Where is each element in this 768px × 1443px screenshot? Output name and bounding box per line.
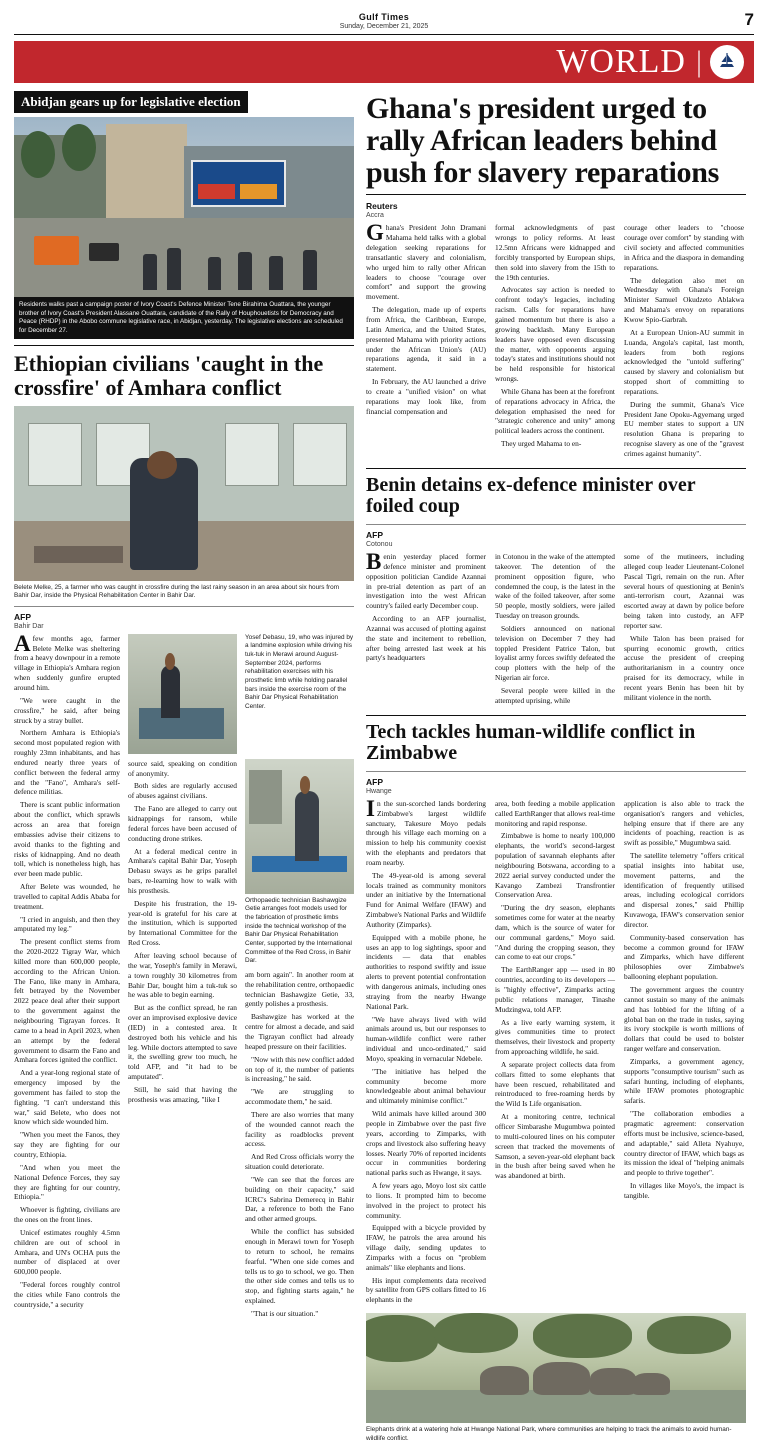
divider	[14, 345, 354, 346]
article-abidjan	[14, 91, 354, 339]
zimbabwe-headline: Tech tackles human-wildlife conflict in Zimbabwe	[366, 720, 696, 765]
divider	[14, 606, 354, 607]
ghana-byline: Reuters	[366, 201, 398, 212]
ethiopia-photo-b	[245, 759, 354, 894]
abidjan-kicker: Abidjan gears up for legislative election	[14, 91, 248, 113]
ethiopia-text-row	[128, 759, 354, 1322]
masthead	[14, 0, 754, 30]
zimbabwe-photo	[366, 1313, 746, 1423]
ghana-location: Accra	[366, 212, 384, 220]
ethiopia-photo-main	[14, 406, 354, 581]
ethiopia-body-wrap	[14, 630, 354, 1322]
benin-byline: AFP	[366, 529, 383, 540]
ethiopia-caption-a: Yosef Debasu, 19, who was injured by a landmine explosion while driving his tuk-tuk in Merawi around August-September 2024, performs rehabilitation exercises with his prosthetic limb while holding parallel bars inside the exercise room of the Bahir Dar Physical Rehabilitation Center.	[245, 633, 354, 710]
ethiopia-photo-a-wrap	[128, 634, 237, 754]
article-zimbabwe	[366, 722, 746, 1443]
ethiopia-photo-a	[128, 634, 237, 754]
ghana-col-2: formal acknowledgments of past wrongs to policy reforms. At least 12.5mn Africans were kidnapped and forcibly transported by European ships, then sold into slavery from the 15th to the 19th centuries. Advocates say action is needed to confront today's legacies, including racism. Calls for reparations have gained momentum but there is also a growing backlash. Many European leaders have opposed even discussing the matter, with opponents arguing today's states and institutions should not be held responsible for historical wrongs. While Ghana has been at the forefront of reparations advocacy in Africa, the delegation emphasised the need for "strategic coherence and unity" among political leaders across the continent. They urged Mahama to en-	[495, 223, 615, 449]
article-ethiopia	[14, 352, 354, 1322]
zimbabwe-body	[366, 795, 746, 1308]
abidjan-caption: Residents walks past a campaign poster of Ivory Coast's Defence Minister Tene Birahima Ouattara, the younger brother of Ivory Coast's President Alassane Ouattara, candidate of the Rally of Houphouetists for Democracy and Peace (RHDP) in the Abobo commune legislative race, in Abidjan, yesterday. The legislative elections are scheduled for December 27.	[14, 297, 354, 339]
section-banner	[14, 41, 754, 83]
ethiopia-col-3-wrap	[245, 759, 354, 1322]
ethiopia-photo-row	[128, 634, 354, 754]
divider	[366, 771, 746, 772]
ethiopia-byline: AFP	[14, 611, 31, 622]
page-grid	[14, 91, 754, 1443]
masthead-center	[54, 12, 714, 30]
section-title: WORLD	[556, 43, 686, 80]
benin-location: Cotonou	[366, 540, 393, 548]
ethiopia-caption-b: Orthopaedic technician Bashawgize Getie arranges foot models used for the fabrication of prosthetic limbs inside the technical workshop of the Bahir Dar Physical Rehabilitation Center, supported by the International Committee of the Red Cross, in Bahir Dar.	[245, 896, 352, 965]
banner-divider: |	[695, 45, 702, 78]
ethiopia-col-3: am born again". In another room at the rehabilitation centre, orthopaedic technician Bashawgize Getie, 33, gently polishes a prosthesis. Bashawgize has worked at the centre for almost a decade, and said the Tigrayan conflict had already heaped pressure on their facilities. "Now with this new conflict added on top of it, the number of patients is increasing," he said. "We are struggling to accommodate them," he said. There are also worries that many of the wounded cannot reach the facility as roadblocks prevent access. And Red Cross officials worry the situation could deteriorate. "We can see that the forces are building on their capacity," said ICRC's Sabrina Demerecq in Bahir Dar, a reference to both the Fano and other armed groups. While the conflict has subsided enough in Merawi town for Yoseph to return to school, he remains fearful. "When one side comes and tells us to go to school, we go. Then the other side comes and tells us to stop, and fighting starts again," he explained. "That is our situation."	[245, 969, 354, 1318]
ghana-headline: Ghana's president urged to rally African leaders behind push for slavery reparations	[366, 92, 720, 189]
ghana-body	[366, 220, 746, 461]
benin-col-2: in Cotonou in the wake of the attempted takeover. The detention of the prominent opposition figure, who condemned the coup, is the latest in the wake of the foiled takeover, after some 50 people, mostly soldiers, were jailed Tuesday on treason grounds. Soldiers announced on national television on December 7 they had toppled President Patrice Talon, but loyalist army forces swiftly defeated the coup plotters with the help of the Nigerian air force. Several people were killed in the attempted uprising, while	[495, 551, 615, 705]
page-number: 7	[744, 10, 754, 29]
zimbabwe-col-3: application is also able to track the organisation's rangers and vehicles, helping ensure that if there are any incidents of poaching, reaction is as swift as possible," Mugumbwa said. The satellite telemetry "offers critical spatial insights into habitat use, movement patterns, and the identification of frequently utilised areas, including ecological corridors and dispersal zones," said Phillip Kuvawoga, IFAW's conservation senior director. Community-based conservation has become a common ground for IFAW and Zimparks, which have different philosophies over Zimbabwe's ballooning elephant population. The government argues the country cannot sustain so many of the animals and has lobbied for the lifting of a global ban on the trade in tusks, saying its ivory stockpile is worth millions of dollars that could be used to bolster ranger welfare and conservation. Zimparks, a government agency, supports "consumptive tourism" such as safari hunting, including of elephants, while IFAW promotes photographic safaris. "The collaboration embodies a pragmatic agreement: conservation efforts must be inclusive, science-based, and adaptable," said Alleta Nyahuye, country director of IFAW, which bags as its mission the ideal of "helping animals and people to thrive together". In villages like Moyo's, the impact is tangible.	[624, 798, 744, 1200]
ethiopia-photo-a-caption-wrap	[245, 634, 354, 754]
benin-col-1: Benin yesterday placed former defence minister and prominent opposition politician Candide Azannai in pre-trial detention as part of an investigation into the west African country's failed early December coup. According to an AFP journalist, Azannai was accused of plotting against the state and incitement to rebellion, after being arrested last week at his party's headquarters	[366, 548, 486, 663]
divider	[366, 194, 746, 195]
benin-col-3: some of the mutineers, including alleged coup leader Lieutenant-Colonel Pascal Tigri, remain on the run. After several hours of questioning at Benin's anti-terrorism court, Azannai was escorted away at dawn by police before being taken into custody, an AFP reporter saw. While Talon has been praised for spurring economic growth, critics accuse the president of creeping authoritarianism in a country once praised for its democracy, while in recent years Benin has been hit by militant violence in the north.	[624, 551, 744, 702]
publication-date: Sunday, December 21, 2025	[339, 23, 429, 30]
zimbabwe-caption: Elephants drink at a watering hole at Hwange National Park, where communities are helping to track the animals to avoid human-wildlife conflict.	[366, 1426, 732, 1442]
ethiopia-col-2: source said, speaking on condition of anonymity. Both sides are regularly accused of abuses against civilians. The Fano are alleged to carry out kidnappings for ransom, while federal forces have been accused of conducting drone strikes. At a federal medical centre in Amhara's capital Bahir Dar, Yoseph Debasu sways as he grips parallel bars, re-learning how to walk with his prosthesis. Despite his frustration, the 19-year-old is grateful for his care at the institution, which is supported by International Committee for the Red Cross. After leaving school because of the war, Yoseph's family in Merawi, a town roughly 30 kilometres from Bahir Dar, bought him a tuk-tuk so he was able to begin earning. But as the conflict spread, he ran over an improvised explosive device (IED) in a contested area. It destroyed both his vehicle and his leg. While doctors attempted to save it, the swelling grew too much, he told AFP, and "it had to be amputated". Still, he said that having the prosthesis was amazing, "like I	[128, 758, 237, 1104]
benin-headline: Benin detains ex-defence minister over foiled coup	[366, 473, 696, 518]
benin-body	[366, 548, 746, 709]
ethiopia-headline: Ethiopian civilians 'caught in the crossfire' of Amhara conflict	[14, 351, 324, 400]
ghana-col-3: courage other leaders to "choose courage over comfort" by standing with civil society and affected communities in Africa and the diaspora in demanding reparations. The delegation also met on Wednesday with Ghana's Foreign Minister Samuel Okudzeto Ablakwa and Mahama's envoy on reparations Kwow Spio-Garbrah. At a European Union-AU summit in Luanda, Angola's capital, last month, leaders from both regions acknowledged the "untold suffering" caused by slavery and colonialism but stopped short of committing to reparations. During the summit, Ghana's Vice President Jane Opoku-Agyemang urged EU member states to support a UN resolution Ghana is preparing to recognise slavery as one of the "gravest crimes against humanity".	[624, 223, 744, 458]
zimbabwe-location: Hwange	[366, 787, 392, 795]
publication-title: Gulf Times	[358, 12, 410, 22]
divider	[366, 715, 746, 716]
article-benin	[366, 475, 746, 709]
ghana-col-1: Ghana's President John Dramani Mahama held talks with a global delegation seeking reparations for transatlantic slavery and colonialism, who urged him to rally other African leaders to choose "courage over comfort" and support the growing movement. The delegation, made up of experts from Africa, the Caribbean, Europe, Latin America, and the United States, presented Mahama with priority actions under the African Union's (AU) reparations agenda, it said in a statement. In February, the AU launched a drive to create a "unified vision" on what reparations may look like, from financial compensation and	[366, 220, 486, 416]
ethiopia-location: Bahir Dar	[14, 622, 44, 630]
article-ghana	[366, 93, 746, 462]
abidjan-photo	[14, 117, 354, 297]
divider	[366, 524, 746, 525]
zimbabwe-byline: AFP	[366, 776, 383, 787]
left-column	[14, 91, 354, 1443]
ethiopia-caption-main: Belete Melke, 25, a farmer who was caught in crossfire during the last rainy season in an area about six hours from Bahir Dar, inside the Physical Rehabilitation Center in Bahir Dar.	[14, 583, 340, 600]
right-column	[366, 91, 746, 1443]
masthead-rule	[14, 34, 754, 35]
zimbabwe-col-3-wrap	[624, 799, 744, 1308]
ethiopia-right-block	[128, 634, 354, 1322]
gulf-times-logo-icon	[710, 45, 744, 79]
divider	[366, 468, 746, 469]
ethiopia-col-1: Afew months ago, farmer Belete Melke was sheltering from a heavy downpour in a remote village in Ethiopia's Amhara region when suddenly gunfire erupted around him. "We were caught in the crossfire," he said, after being struck by a stray bullet. Northern Amhara is Ethiopia's second most populated region with roughly 23mn inhabitants, and has endured nearly three years of conflict between the federal army and the "Fano", Amhara's self-defence militias. There is scant public information about the conflict, which sprawls across an area that foreign embassies advise their citizens to avoid thanks to the fighting and risks of kidnapping. And no death toll, which is nonetheless high, has ever been made public. After Belete was wounded, he travelled to capital Addis Ababa for treatment. "I cried in anguish, and then they amputated my leg." The present conflict stems from the 2020-2022 Tigray War, which killed more than 600,000 people, according to the African Union. The Fano, like many in Amhara, felt betrayed by the November 2022 peace deal after their support to the government against the neighbouring Tigrayan forces. It came to a head in April 2023, when an attempt by the federal government to disarm the Fano and Amhara forces ignited the conflict. And a year-long regional state of emergency imposed by the government has failed to stop the fighting. "I can't understand this war," said Belete, who does not know which side wounded him. "When you meet the Fanos, they say they are fighting for our country, Ethiopia. "And when you meet the National Defence Forces, they say they are fighting for our country, Ethiopia." Whoever is fighting, civilians are the ones on the front lines. Unicef estimates roughly 4.5mn children are out of school in Amhara, and UN's OCHA puts the number of displaced at over 600,000 people. "Federal forces roughly control the cities while Fano controls the countryside," a security	[14, 630, 120, 1309]
zimbabwe-col-1: In the sun-scorched lands bordering Zimbabwe's largest wildlife sanctuary, Takesure Moyo pedals through his village each morning on a mission to help his community coexist with the elephants and predators that roam nearby. The 49-year-old is among several locals trained as community monitors under an initiative by the International Fund for Animal Welfare (IFAW) and Zimbabwe's National Parks and Wildlife Authority (Zimparks). Equipped with a mobile phone, he uses an app to log sightings, spoor and incidents — data that enables authorities to respond swiftly and issue alerts to prevent potential confrontation with dangerous animals, including ones straying from the nearby Hwange National Park. "We have always lived with wild animals around us, but our responses to human-wildlife conflict were rather individual and unco-ordinated," said Moyo, speaking in vernacular Ndebele. "The initiative has helped the community become more knowledgeable about animal behaviour and ultimately minimise conflict." Wild animals have killed around 300 people in Zimbabwe over the past five years, according to Zimparks, with crops and livestock also suffering heavy losses. Nearly 70% of reported incidents occur in communities bordering national parks such as Hwange, it says. A few years ago, Moyo lost six cattle to lions. It prompted him to become involved in the project to protect his community. Equipped with a bicycle provided by IFAW, he patrols the area around his village daily, sending updates to Zimparks with a focus on "problem animals" like elephants and lions. His input complements data received by satellite from GPS collars fitted to 16 elephants in the	[366, 795, 486, 1305]
zimbabwe-col-2: area, both feeding a mobile application called EarthRanger that allows real-time monitoring and rapid response. Zimbabwe is home to nearly 100,000 elephants, the world's second-largest population of savannah elephants after neighbouring Botswana, according to a 2022 aerial survey conducted under the Kavango Zambezi Transfrontier Conservation Area. "During the dry season, elephants sometimes come for water at the nearby dam, which is the source of water for our communal gardens," Moyo said. "And during the cropping season, they can come to eat our crops." The EarthRanger app — used in 80 countries, according to its developers — is "highly effective", Zimparks acting public relations manager, Tinashe Mudzingwa, told AFP. As a live early warning system, it gives communities time to protect themselves, their livestock and property from approaching wildlife, he said. A separate project collects data from collars fitted to some elephants that have been rescued, rehabilitated and reintroduced to free-roaming herds by the Wild Is Life organisation. At a monitoring centre, technical officer Simbarashe Mugumbwa pointed to multi-coloured lines on his computer screen that tracked the movements of Samson, a seven-year-old elephant back in the bush after being saved when he was abandoned at birth.	[495, 798, 615, 1181]
